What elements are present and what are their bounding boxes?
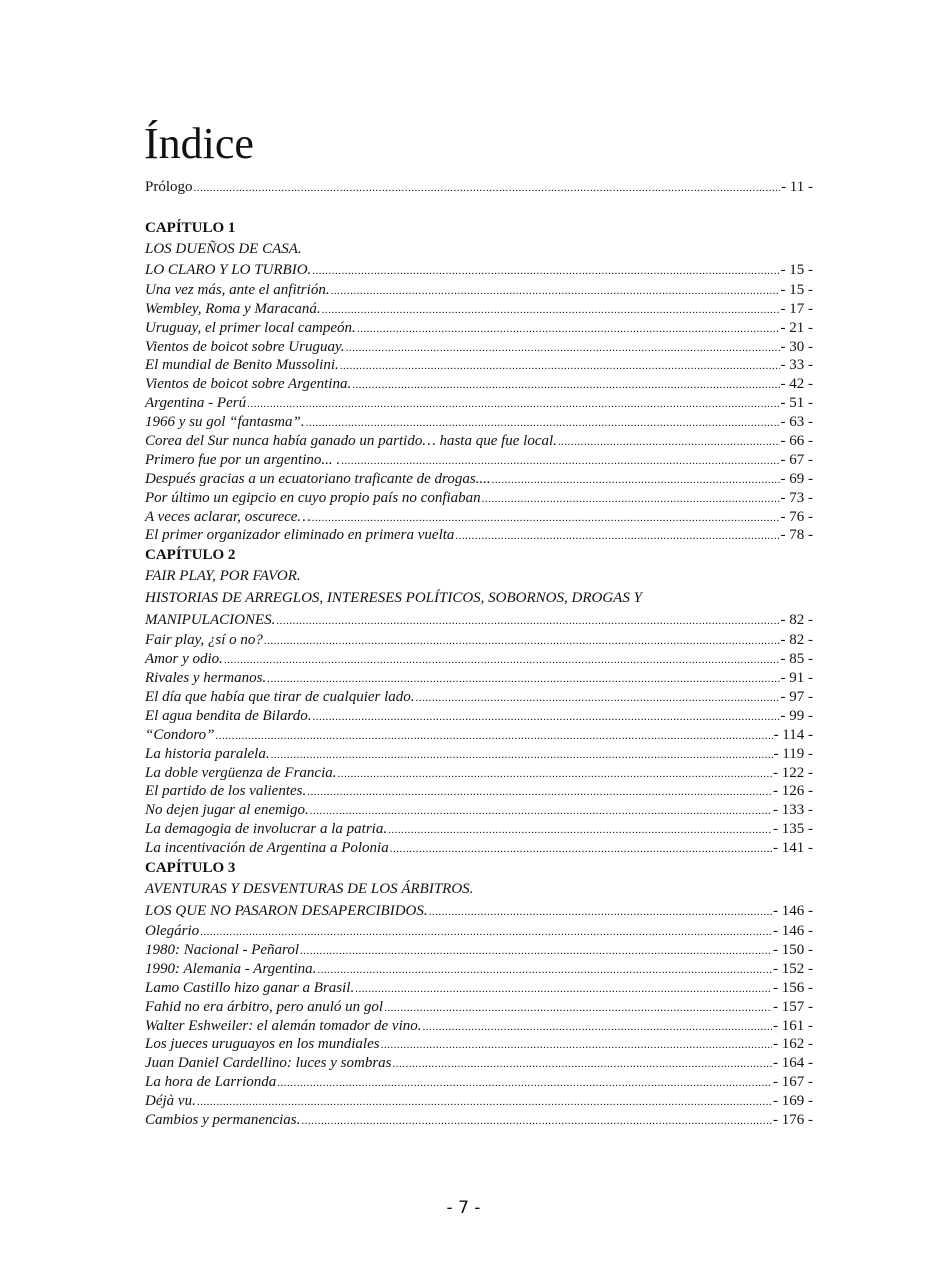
toc-entry-page: - 82 - xyxy=(780,632,813,649)
toc-entry-page: - 85 - xyxy=(780,651,813,668)
toc-entry-label: El día que había que tirar de cualquier lado. xyxy=(145,689,415,706)
toc-entry xyxy=(145,820,813,839)
leader-dots xyxy=(492,471,780,490)
toc-entry-label: Corea del Sur nunca había ganado un partido… hasta que fue local. xyxy=(145,433,557,450)
toc-entry xyxy=(145,300,813,319)
leader-dots xyxy=(300,942,772,961)
toc-entry xyxy=(145,356,813,375)
toc-entry-label: Por último un egipcio en cuyo propio país no confiaban xyxy=(145,489,481,506)
leader-dots xyxy=(317,961,772,980)
toc-entry xyxy=(145,470,813,489)
chapter-list xyxy=(145,218,813,1130)
toc-entry xyxy=(145,1111,813,1130)
toc-entry xyxy=(145,489,813,508)
toc-entry-label: Prólogo xyxy=(145,179,193,195)
toc-entry-page: - 157 - xyxy=(773,998,813,1015)
leader-dots xyxy=(312,261,779,282)
toc-entry-page: - 135 - xyxy=(773,821,813,838)
chapter-subtitle: HISTORIAS DE ARREGLOS, INTERESES POLÍTICOS, SOBORNOS, DROGAS Y xyxy=(145,590,642,607)
toc-page xyxy=(145,118,813,1130)
toc-entry xyxy=(145,707,813,726)
toc-entry-label: Los jueces uruguayos en los mundiales xyxy=(145,1036,380,1053)
toc-entry-label: Olegário xyxy=(145,923,200,940)
toc-entry-page: - 150 - xyxy=(773,941,813,958)
leader-dots xyxy=(224,651,780,670)
toc-entry-page: - 91 - xyxy=(780,670,813,687)
toc-entry-label: 1966 y su gol “fantasma”. xyxy=(145,414,305,431)
leader-dots xyxy=(341,452,779,471)
leader-dots xyxy=(384,999,772,1018)
leader-dots xyxy=(197,1093,772,1112)
toc-entry xyxy=(145,413,813,432)
toc-entry-page: - 21 - xyxy=(780,319,813,336)
toc-entry-label: La hora de Larrionda xyxy=(145,1074,277,1091)
toc-entry-page: - 176 - xyxy=(773,1111,813,1128)
toc-entry-label: 1990: Alemania - Argentina. xyxy=(145,960,317,977)
toc-entry xyxy=(145,801,813,820)
toc-entry-label: Cambios y permanencias. xyxy=(145,1111,301,1128)
toc-entry-page: - 15 - xyxy=(780,281,813,298)
leader-dots xyxy=(429,901,772,923)
toc-entry-label: La incentivación de Argentina a Polonia xyxy=(145,840,389,857)
toc-entry-page: - 152 - xyxy=(773,960,813,977)
toc-entry xyxy=(145,451,813,470)
toc-entry-page: - 76 - xyxy=(780,508,813,525)
toc-entry xyxy=(145,650,813,669)
toc-entry-page: - 17 - xyxy=(780,300,813,317)
toc-entry-page: - 119 - xyxy=(773,745,813,762)
toc-entry-page: - 73 - xyxy=(780,489,813,506)
toc-entry xyxy=(145,764,813,783)
toc-entry-prologo xyxy=(145,178,813,197)
toc-entry xyxy=(145,998,813,1017)
toc-entry-label: Argentina - Perú xyxy=(145,395,247,412)
leader-dots xyxy=(215,727,772,746)
toc-entry-label: La doble vergüenza de Francia. xyxy=(145,764,337,781)
toc-entry xyxy=(145,1054,813,1073)
leader-dots xyxy=(313,708,780,727)
toc-entry xyxy=(145,319,813,338)
leader-dots xyxy=(340,357,780,376)
leader-dots xyxy=(388,821,772,840)
toc-entry-label: Vientos de boicot sobre Uruguay. xyxy=(145,338,345,355)
toc-entry-label: La demagogia de involucrar a la patria. xyxy=(145,821,388,838)
toc-entry-label: Vientos de boicot sobre Argentina. xyxy=(145,376,352,393)
toc-entry-page: - 122 - xyxy=(773,764,813,781)
toc-entry-page: - 133 - xyxy=(773,802,813,819)
toc-entry-page: - 30 - xyxy=(780,338,813,355)
toc-entry xyxy=(145,669,813,688)
leader-dots xyxy=(558,433,780,452)
toc-entry xyxy=(145,394,813,413)
leader-dots xyxy=(393,1055,773,1074)
toc-entry xyxy=(145,745,813,764)
leader-dots xyxy=(307,783,772,802)
toc-entry xyxy=(145,631,813,650)
leader-dots xyxy=(301,1112,772,1131)
toc-entry-label: El mundial de Benito Mussolini. xyxy=(145,357,339,374)
toc-entry-page: - 42 - xyxy=(780,376,813,393)
toc-entry-page: - 126 - xyxy=(773,783,813,800)
leader-dots xyxy=(264,632,780,651)
toc-entry xyxy=(145,1017,813,1036)
leader-dots xyxy=(338,765,773,784)
toc-entry-label: Uruguay, el primer local campeón. xyxy=(145,319,356,336)
toc-entry-page: - 146 - xyxy=(773,903,813,920)
toc-entry-page: - 11 - xyxy=(781,179,813,195)
toc-entry-page: - 63 - xyxy=(780,414,813,431)
leader-dots xyxy=(381,1036,772,1055)
page-number: - 7 - xyxy=(446,1198,481,1218)
toc-entry-page: - 99 - xyxy=(780,707,813,724)
page-title: Índice xyxy=(144,119,254,168)
leader-dots xyxy=(312,509,780,528)
toc-entry-label: MANIPULACIONES. xyxy=(145,612,276,629)
toc-entry xyxy=(145,375,813,394)
leader-dots xyxy=(482,490,780,509)
leader-dots xyxy=(416,689,780,708)
toc-entry-label: Amor y odio. xyxy=(145,651,223,668)
toc-entry-label: Wembley, Roma y Maracaná. xyxy=(145,300,321,317)
toc-entry xyxy=(145,260,813,281)
toc-entry xyxy=(145,281,813,300)
toc-entry-label: Primero fue por un argentino... . xyxy=(145,451,341,468)
toc-entry-label: Fair play, ¿sí o no? xyxy=(145,632,263,649)
toc-entry-label: El primer organizador eliminado en primera vuelta xyxy=(145,527,455,544)
toc-entry xyxy=(145,508,813,527)
toc-entry xyxy=(145,338,813,357)
toc-entry-label: Déjà vu. xyxy=(145,1093,196,1110)
chapter-heading: CAPÍTULO 1 xyxy=(145,219,236,236)
toc-entry xyxy=(145,726,813,745)
leader-dots xyxy=(276,610,779,632)
toc-entry-label: LOS QUE NO PASARON DESAPERCIBIDOS. xyxy=(145,903,428,920)
leader-dots xyxy=(200,923,772,942)
leader-dots xyxy=(277,1074,772,1093)
toc-entry-page: - 66 - xyxy=(780,433,813,450)
toc-entry-label: Una vez más, ante el anfitrión. xyxy=(145,281,330,298)
chapter-heading: CAPÍTULO 3 xyxy=(145,860,236,877)
toc-entry-page: - 164 - xyxy=(773,1055,813,1072)
toc-entry xyxy=(145,1073,813,1092)
toc-entry-label: “Condoro” xyxy=(145,726,215,743)
toc-entry xyxy=(145,960,813,979)
toc-entry-page: - 167 - xyxy=(773,1074,813,1091)
chapter-subtitle: FAIR PLAY, POR FAVOR. xyxy=(145,568,301,585)
toc-entry-label: El partido de los valientes. xyxy=(145,783,307,800)
toc-entry-label: Lamo Castillo hizo ganar a Brasil. xyxy=(145,979,355,996)
toc-entry-label: No dejen jugar al enemigo. xyxy=(145,802,309,819)
leader-dots xyxy=(357,320,780,339)
toc-entry-page: - 97 - xyxy=(780,689,813,706)
toc-entry xyxy=(145,609,813,631)
toc-entry xyxy=(145,922,813,941)
leader-dots xyxy=(390,840,772,859)
toc-entry-page: - 51 - xyxy=(780,395,813,412)
toc-entry xyxy=(145,432,813,451)
toc-entry-page: - 67 - xyxy=(780,451,813,468)
toc-entry xyxy=(145,1035,813,1054)
toc-entry-page: - 141 - xyxy=(773,840,813,857)
toc-entry-page: - 162 - xyxy=(773,1036,813,1053)
toc-entry-page: - 78 - xyxy=(780,527,813,544)
leader-dots xyxy=(423,1018,773,1037)
toc-entry-label: Fahid no era árbitro, pero anuló un gol xyxy=(145,998,384,1015)
toc-entry-label: Después gracias a un ecuatoriano traficante de drogas.... xyxy=(145,470,491,487)
chapter-subtitle: AVENTURAS Y DESVENTURAS DE LOS ÁRBITROS. xyxy=(145,881,474,898)
toc-entry xyxy=(145,1092,813,1111)
leader-dots xyxy=(267,670,779,689)
toc-entry-label: 1980: Nacional - Peñarol xyxy=(145,941,300,958)
toc-entry-page: - 15 - xyxy=(780,261,813,278)
leader-dots xyxy=(322,301,780,320)
toc-entry-label: Walter Eshweiler: el alemán tomador de vino. xyxy=(145,1017,422,1034)
leader-dots xyxy=(352,376,779,395)
toc-entry-page: - 33 - xyxy=(780,357,813,374)
leader-dots xyxy=(455,527,779,546)
leader-dots xyxy=(331,282,780,301)
toc-entry xyxy=(145,782,813,801)
toc-entry-page: - 156 - xyxy=(773,979,813,996)
leader-dots xyxy=(306,414,780,433)
toc-entry-label: Rivales y hermanos. xyxy=(145,670,267,687)
leader-dots xyxy=(346,339,780,358)
toc-entry xyxy=(145,900,813,922)
chapter-subtitle: LOS DUEÑOS DE CASA. xyxy=(145,240,302,257)
leader-dots xyxy=(310,802,772,821)
toc-entry-page: - 69 - xyxy=(780,470,813,487)
toc-entry-label: A veces aclarar, oscurece… xyxy=(145,508,311,525)
toc-entry-page: - 146 - xyxy=(773,923,813,940)
toc-entry-page: - 169 - xyxy=(773,1093,813,1110)
toc-entry-label: La historia paralela. xyxy=(145,745,270,762)
toc-entry xyxy=(145,979,813,998)
toc-entry xyxy=(145,839,813,858)
toc-entry-label: Juan Daniel Cardellino: luces y sombras xyxy=(145,1055,392,1072)
leader-dots xyxy=(271,746,773,765)
toc-entry xyxy=(145,526,813,545)
toc-entry-label: El agua bendita de Bilardo. xyxy=(145,707,312,724)
toc-entry xyxy=(145,688,813,707)
toc-entry-page: - 161 - xyxy=(773,1017,813,1034)
toc-entry-page: - 82 - xyxy=(780,612,813,629)
leader-dots xyxy=(194,179,781,198)
chapter-heading: CAPÍTULO 2 xyxy=(145,547,236,564)
leader-dots xyxy=(355,980,772,999)
toc-entry-label: LO CLARO Y LO TURBIO. xyxy=(145,261,312,278)
toc-entry-page: - 114 - xyxy=(773,726,813,743)
leader-dots xyxy=(247,395,779,414)
toc-entry xyxy=(145,941,813,960)
